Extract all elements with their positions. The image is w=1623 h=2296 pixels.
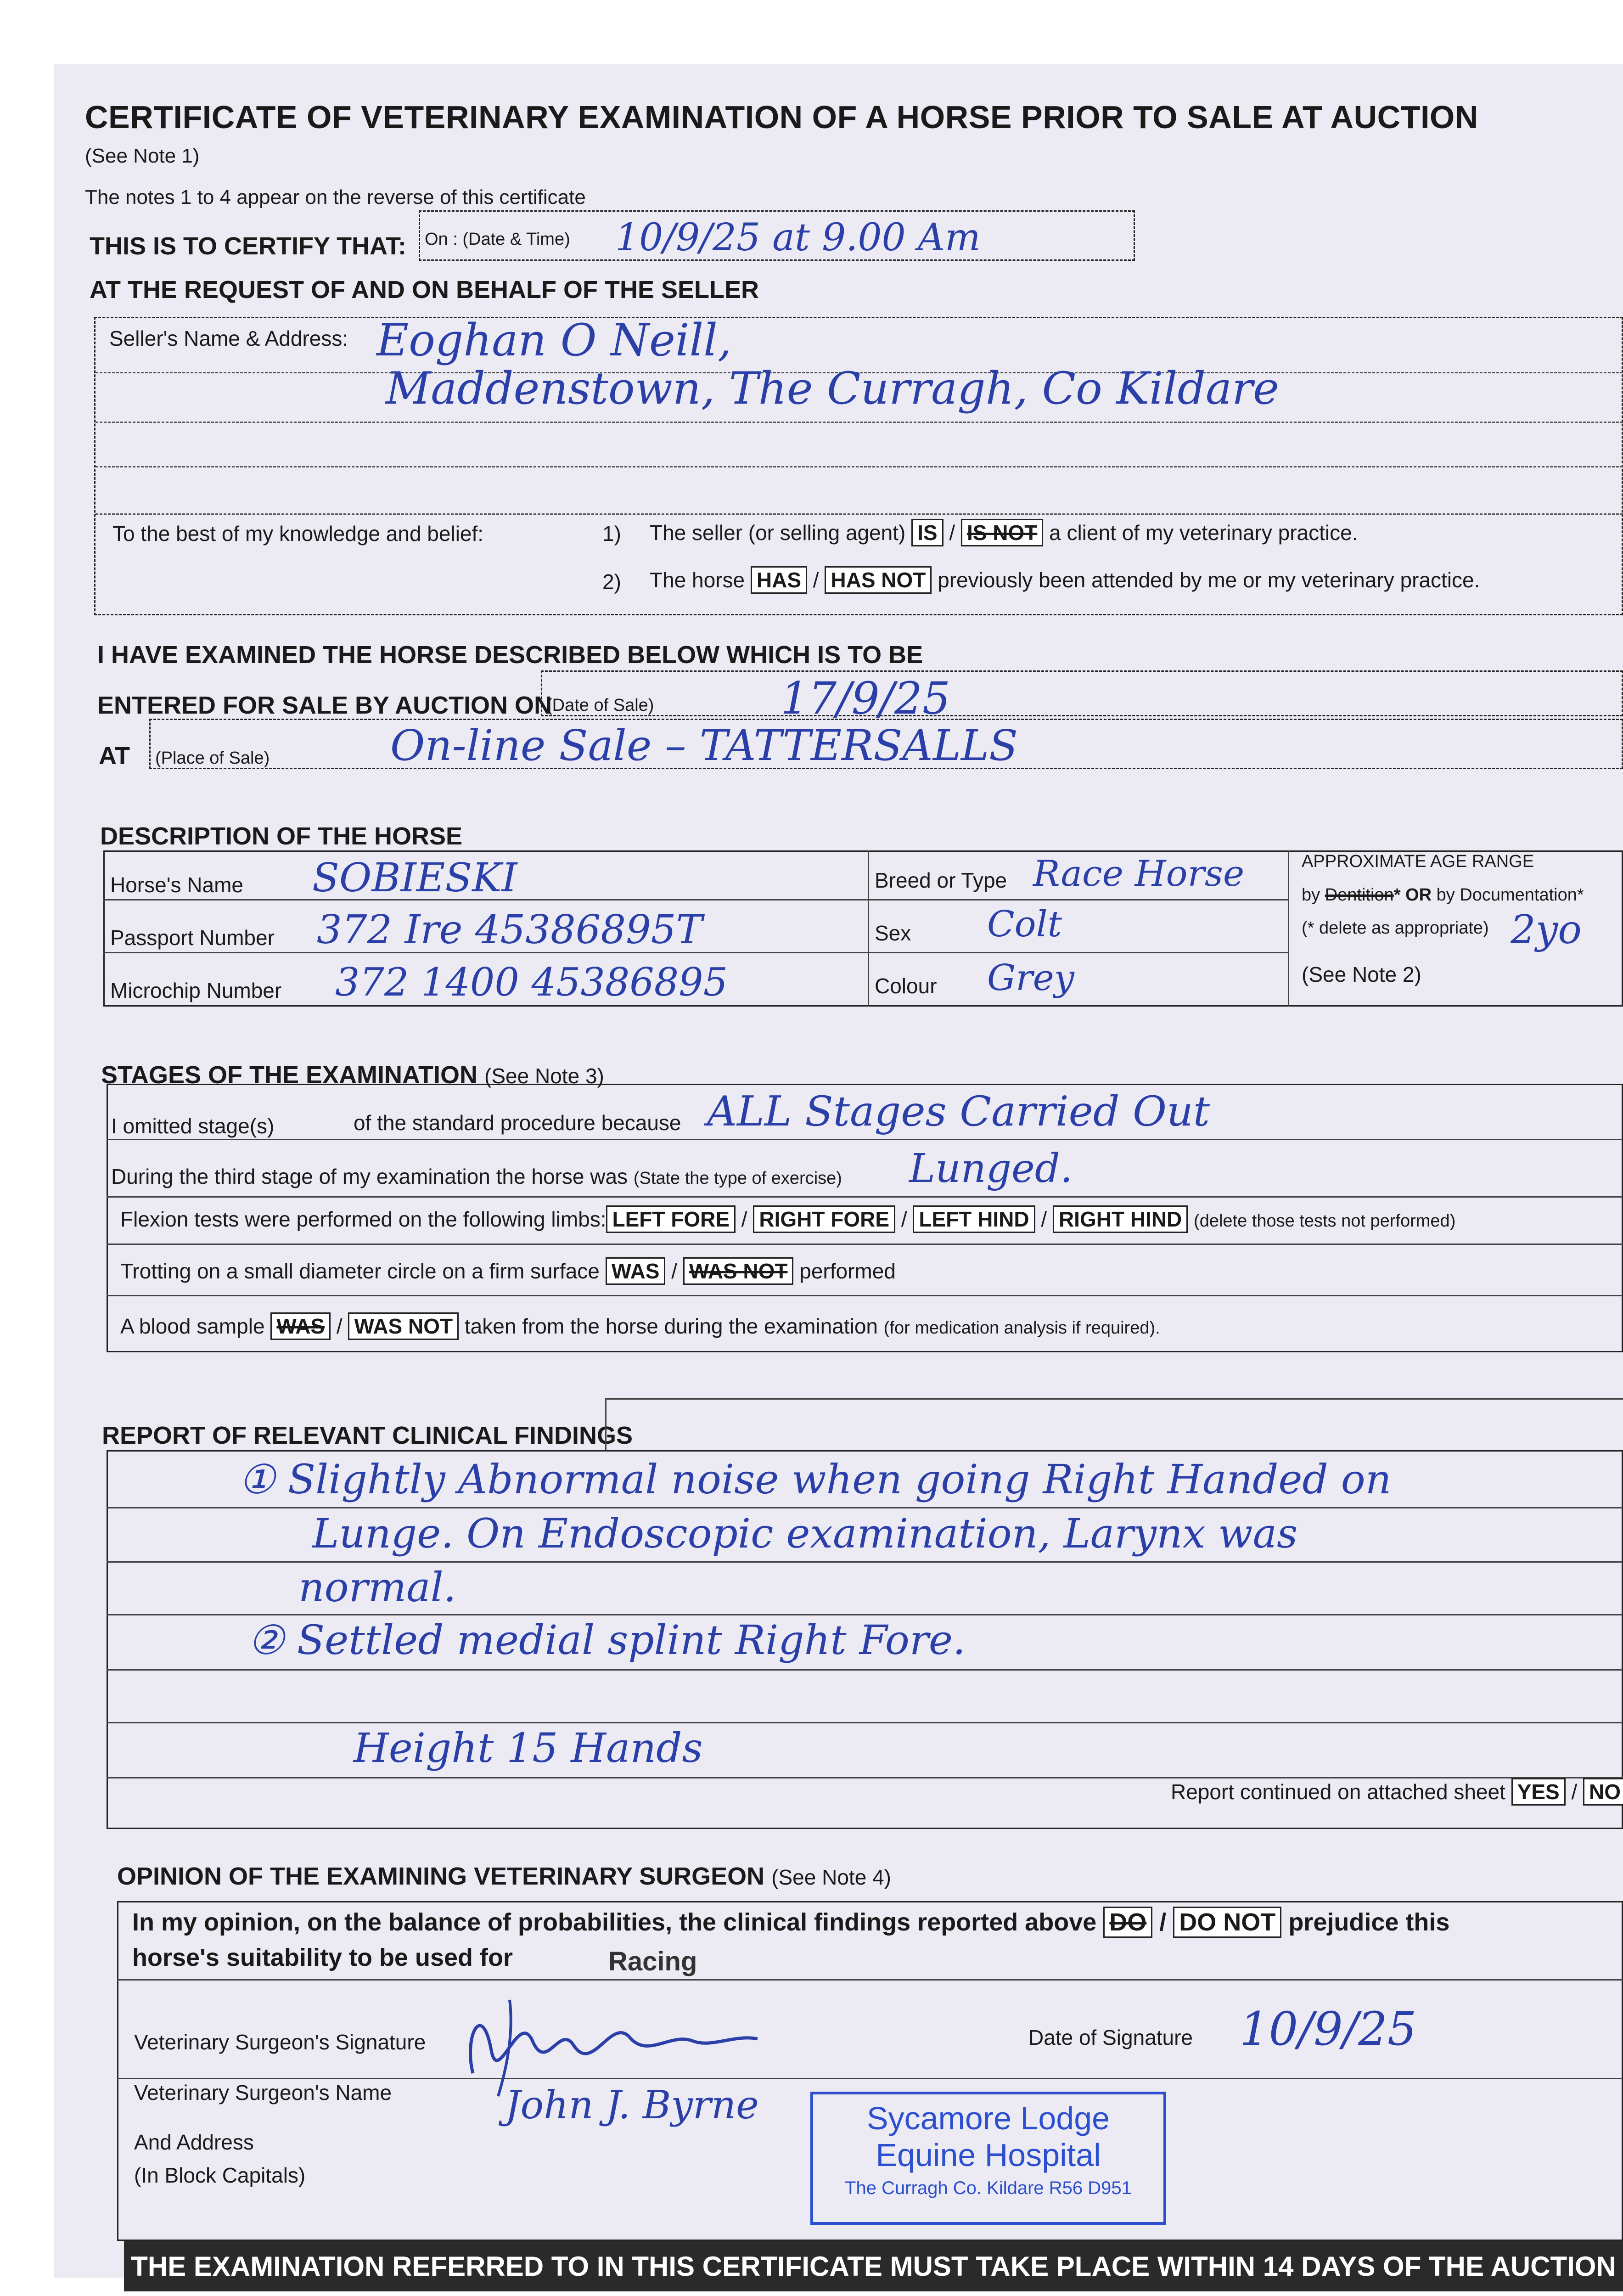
stages-row-divider xyxy=(107,1139,1623,1140)
age-dentition: Dentition xyxy=(1325,885,1394,905)
passport-value: 372 Ire 45386895T xyxy=(317,907,702,953)
address-label-2: (In Block Capitals) xyxy=(134,2163,306,2187)
horse-name-value: SOBIESKI xyxy=(312,855,517,901)
breed-label: Breed or Type xyxy=(875,868,1007,892)
opinion-line xyxy=(117,1979,1623,1981)
age-method-row xyxy=(1302,885,1584,905)
finding-line-1: ① Slightly Abnormal noise when going Right Handed on xyxy=(239,1456,1392,1503)
omitted-label: I omitted stage(s) xyxy=(111,1114,275,1138)
sale-line1: I HAVE EXAMINED THE HORSE DESCRIBED BELOW WHICH IS TO BE xyxy=(97,641,923,669)
finding-line-2: Lunge. On Endoscopic examination, Larynx was xyxy=(312,1510,1298,1557)
findings-line xyxy=(107,1507,1623,1508)
seller-name-label: Seller's Name & Address: xyxy=(109,326,348,350)
request-line: AT THE REQUEST OF AND ON BEHALF OF THE SELLER xyxy=(90,276,759,304)
stages-row-divider xyxy=(107,1196,1623,1198)
omitted-mid: of the standard procedure because xyxy=(354,1111,681,1135)
sale-place-value: On-line Sale – TATTERSALLS xyxy=(390,721,1018,770)
trot-was-not-option: WAS NOT xyxy=(683,1257,794,1285)
see-note-1: (See Note 1) xyxy=(85,145,200,167)
table-col-divider xyxy=(1288,850,1289,1007)
is-not-option: IS NOT xyxy=(961,519,1043,546)
horse-name-label: Horse's Name xyxy=(110,873,243,897)
is-option: IS xyxy=(911,519,943,546)
opinion-use-value: Racing xyxy=(608,1947,697,1976)
hospital-stamp xyxy=(810,2092,1166,2225)
seller-line-divider xyxy=(95,422,1623,423)
blood-was-option: WAS xyxy=(270,1312,331,1340)
opinion-text-1-tail: prejudice this xyxy=(1288,1908,1450,1936)
has-option: HAS xyxy=(751,566,807,594)
date-signature-value: 10/9/25 xyxy=(1240,2002,1417,2056)
sex-label: Sex xyxy=(875,921,911,945)
sale-place-label: (Place of Sale) xyxy=(155,748,270,768)
right-fore-option: RIGHT FORE xyxy=(753,1205,895,1233)
right-hind-option: RIGHT HIND xyxy=(1053,1205,1188,1233)
report-continued-label: Report continued on attached sheet xyxy=(1171,1780,1505,1804)
third-stage-row xyxy=(111,1164,842,1189)
findings-heading-divider xyxy=(605,1398,607,1451)
finding-line-4: ② Settled medial splint Right Fore. xyxy=(248,1616,966,1664)
colour-label: Colour xyxy=(875,974,937,998)
passport-label: Passport Number xyxy=(110,926,275,950)
age-delete-note: (* delete as appropriate) xyxy=(1302,918,1489,938)
stamp-line-2: Equine Hospital xyxy=(876,2137,1101,2173)
address-label-1: And Address xyxy=(134,2130,254,2154)
third-stage-note: (State the type of exercise) xyxy=(633,1169,842,1188)
age-value: 2yo xyxy=(1511,907,1582,953)
on-date-value: 10/9/25 at 9.00 Am xyxy=(615,216,981,259)
third-stage-label: During the third stage of my examination the horse was xyxy=(111,1165,628,1188)
stages-row-divider xyxy=(107,1295,1623,1296)
age-by: by xyxy=(1302,885,1320,905)
flexion-note: (delete those tests not performed) xyxy=(1194,1211,1456,1231)
continued-yes-option: YES xyxy=(1511,1778,1566,1806)
report-continued-row: Report continued on attached sheet YES / NO xyxy=(1171,1778,1623,1806)
blood-note: (for medication analysis if required). xyxy=(883,1318,1160,1338)
opinion-heading xyxy=(117,1862,891,1891)
item2-text: The horse xyxy=(650,568,745,592)
vet-name-label: Veterinary Surgeon's Name xyxy=(134,2081,392,2105)
flexion-label: Flexion tests were performed on the following limbs: xyxy=(120,1207,607,1231)
continued-no-option: NO xyxy=(1583,1778,1623,1806)
sex-value: Colt xyxy=(987,904,1062,945)
item2-row: The horse HAS / HAS NOT previously been attended by me or my veterinary practice. xyxy=(650,566,1480,594)
finding-line-3: normal. xyxy=(298,1564,456,1611)
findings-top-line xyxy=(605,1398,1623,1400)
date-signature-label: Date of Signature xyxy=(1028,2026,1193,2049)
sale-at-label: AT xyxy=(99,742,130,770)
blood-was-not-option: WAS NOT xyxy=(348,1312,459,1340)
item1-num: 1) xyxy=(602,522,621,546)
trot-was-option: WAS xyxy=(606,1257,666,1285)
sale-date-label: (Date of Sale) xyxy=(546,696,654,715)
stamp-line-1: Sycamore Lodge xyxy=(866,2100,1110,2136)
sale-date-value: 17/9/25 xyxy=(781,673,951,724)
opinion-text-2: horse's suitability to be used for xyxy=(132,1944,513,1971)
blood-row: A blood sample WAS / WAS NOT taken from the horse during the examination (for medication analysis if required). xyxy=(120,1312,1160,1340)
seller-line-divider xyxy=(95,513,1623,515)
notes-intro: The notes 1 to 4 appear on the reverse of this certificate xyxy=(85,186,586,208)
on-date-label: On : (Date & Time) xyxy=(425,230,570,249)
stages-row-divider xyxy=(107,1244,1623,1245)
has-not-option: HAS NOT xyxy=(825,566,932,594)
do-option: DO xyxy=(1103,1907,1152,1938)
third-stage-value: Lunged. xyxy=(909,1146,1073,1192)
stages-heading-text: STAGES OF THE EXAMINATION xyxy=(101,1061,478,1089)
certify-label: THIS IS TO CERTIFY THAT: xyxy=(90,232,407,260)
do-not-option: DO NOT xyxy=(1173,1907,1281,1938)
colour-value: Grey xyxy=(987,957,1074,999)
item1-text: The seller (or selling agent) xyxy=(650,521,906,545)
findings-line xyxy=(107,1561,1623,1563)
trot-tail: performed xyxy=(799,1259,896,1283)
sale-line2: ENTERED FOR SALE BY AUCTION ON xyxy=(97,692,552,719)
stamp-line-3: The Curragh Co. Kildare R56 D951 xyxy=(845,2178,1132,2198)
finding-line-6: Height 15 Hands xyxy=(354,1724,703,1772)
description-heading: DESCRIPTION OF THE HORSE xyxy=(100,822,463,850)
vet-name-value: John J. Byrne xyxy=(505,2082,759,2127)
age-see-note: (See Note 2) xyxy=(1302,962,1421,986)
findings-line xyxy=(107,1669,1623,1671)
signature-label: Veterinary Surgeon's Signature xyxy=(134,2030,426,2054)
microchip-value: 372 1400 45386895 xyxy=(335,960,728,1005)
opinion-row-1: In my opinion, on the balance of probabilities, the clinical findings reported above DO / DO NOT prejudice this xyxy=(132,1907,1449,1938)
certificate-title: CERTIFICATE OF VETERINARY EXAMINATION OF A HORSE PRIOR TO SALE AT AUCTION xyxy=(85,99,1478,135)
left-hind-option: LEFT HIND xyxy=(913,1205,1035,1233)
item2-num: 2) xyxy=(602,570,621,594)
seller-line-divider xyxy=(95,466,1623,467)
findings-heading: REPORT OF RELEVANT CLINICAL FINDINGS xyxy=(102,1422,633,1449)
breed-value: Race Horse xyxy=(1033,853,1245,895)
stages-heading-note: (See Note 3) xyxy=(484,1064,604,1088)
findings-line xyxy=(107,1722,1623,1723)
opinion-heading-note: (See Note 4) xyxy=(771,1865,891,1889)
table-col-divider xyxy=(868,850,869,1007)
seller-address-line2: Maddenstown, The Curragh, Co Kildare xyxy=(386,363,1279,414)
item2-tail: previously been attended by me or my veterinary practice. xyxy=(938,568,1480,592)
opinion-line xyxy=(117,2078,1623,2079)
omitted-value: ALL Stages Carried Out xyxy=(707,1087,1210,1136)
knowledge-label: To the best of my knowledge and belief: xyxy=(112,522,484,546)
opinion-text-1: In my opinion, on the balance of probabilities, the clinical findings reported above xyxy=(132,1908,1097,1936)
left-fore-option: LEFT FORE xyxy=(606,1205,736,1233)
trot-label: Trotting on a small diameter circle on a firm surface xyxy=(120,1259,600,1283)
item1-row: The seller (or selling agent) IS / IS NOT a client of my veterinary practice. xyxy=(650,519,1358,546)
trot-row: Trotting on a small diameter circle on a firm surface WAS / WAS NOT performed xyxy=(120,1257,896,1285)
sale-date-box xyxy=(541,670,1623,716)
microchip-label: Microchip Number xyxy=(110,979,282,1002)
seller-name-line1: Eoghan O Neill, xyxy=(376,315,732,366)
footer-banner: THE EXAMINATION REFERRED TO IN THIS CERTIFICATE MUST TAKE PLACE WITHIN 14 DAYS OF THE AUCTION xyxy=(124,2241,1623,2291)
age-or: * OR xyxy=(1393,885,1432,905)
table-row-divider xyxy=(103,899,1288,900)
findings-line xyxy=(107,1614,1623,1615)
flexion-row: Flexion tests were performed on the following limbs: LEFT FORE / RIGHT FORE / LEFT HIND / RIGHT HIND (delete those tests not performed) xyxy=(120,1205,1455,1233)
age-heading: APPROXIMATE AGE RANGE xyxy=(1302,852,1534,871)
opinion-heading-text: OPINION OF THE EXAMINING VETERINARY SURGEON xyxy=(117,1863,765,1890)
item1-tail: a client of my veterinary practice. xyxy=(1049,521,1358,545)
blood-label: A blood sample xyxy=(120,1314,265,1338)
age-documentation: by Documentation* xyxy=(1436,885,1584,905)
blood-tail: taken from the horse during the examination xyxy=(464,1314,878,1338)
